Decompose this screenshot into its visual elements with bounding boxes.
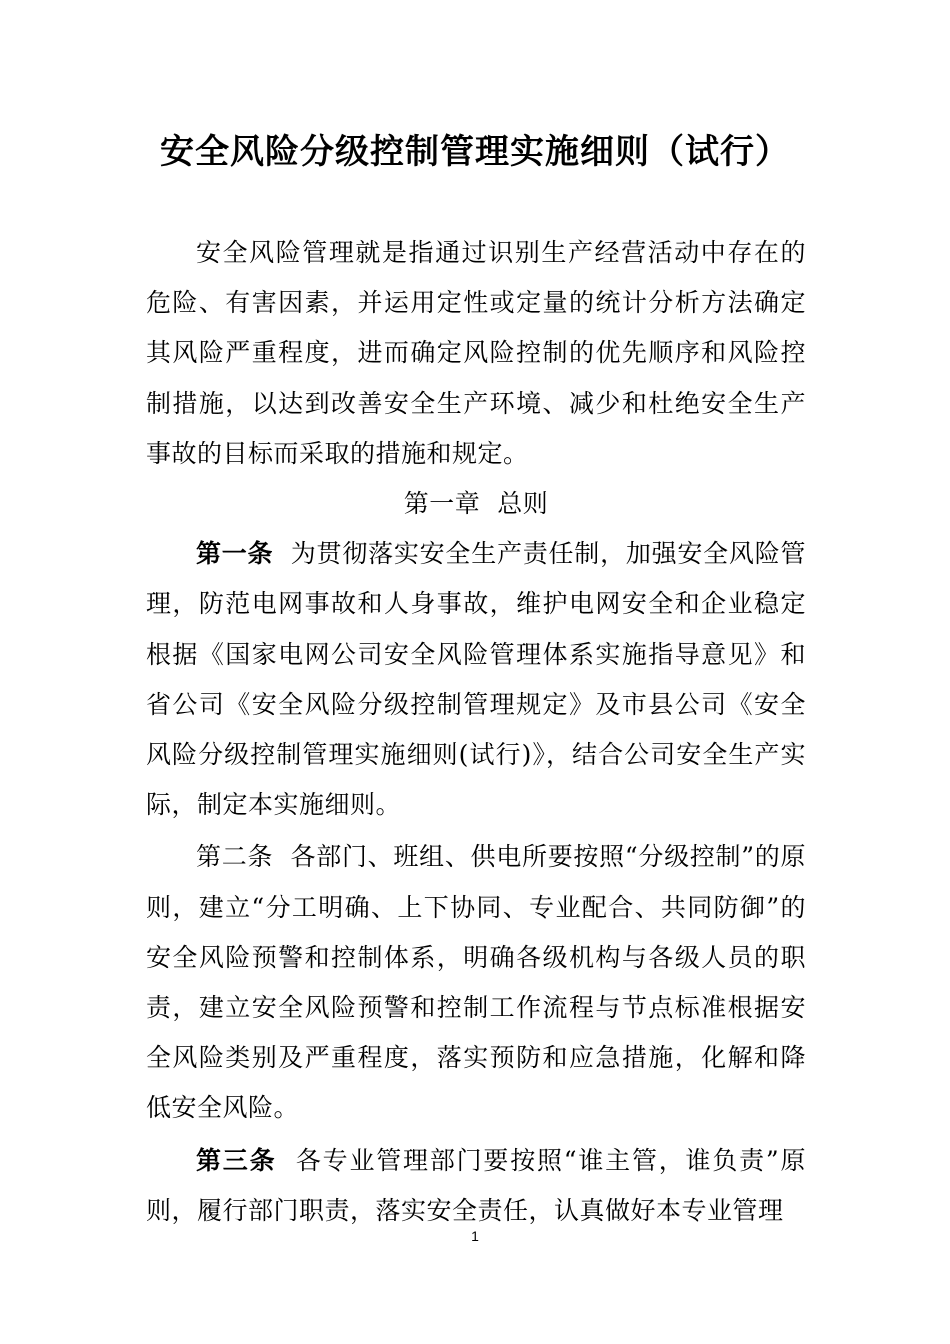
article-label: 第三条 — [196, 1145, 277, 1175]
document-title: 安全风险分级控制管理实施细则（试行） — [160, 132, 790, 172]
article-text: 各专业管理部门要按照“谁主管，谁负责”原则，履行部门职责，落实安全责任，认真做好本专业管理 — [146, 1145, 806, 1225]
article-paragraph — [146, 1136, 806, 1236]
article-label: 第一条 — [196, 539, 274, 569]
article-paragraph — [146, 832, 806, 1133]
article-paragraph — [146, 529, 806, 830]
chapter-heading: 第一章 总则 — [403, 489, 549, 519]
intro-paragraph: 安全风险管理就是指通过识别生产经营活动中存在的危险、有害因素，并运用定性或定量的统计分析方法确定其风险严重程度，进而确定风险控制的优先顺序和风险控制措施，以达到改善安全生产环境、减少和杜绝安全生产事故的目标而采取的措施和规定。 — [146, 238, 806, 468]
page-number: 1 — [471, 1228, 479, 1244]
article-label: 第二条 — [196, 842, 274, 872]
article-text: 为贯彻落实安全生产责任制，加强安全风险管理，防范电网事故和人身事故，维护电网安全和企业稳定根据《国家电网公司安全风险管理体系实施指导意见》和省公司《安全风险分级控制管理规定》及市县公司《安全风险分级控制管理实施细则(试行)》，结合公司安全生产实际，制定本实施细则。 — [146, 539, 806, 820]
article-text: 各部门、班组、供电所要按照“分级控制”的原则，建立“分工明确、上下协同、专业配合、共同防御”的安全风险预警和控制体系，明确各级机构与各级人员的职责，建立安全风险预警和控制工作流程与节点标准根据安全风险类别及严重程度，落实预防和应急措施，化解和降低安全风险。 — [146, 842, 806, 1123]
document-body — [146, 228, 806, 1236]
